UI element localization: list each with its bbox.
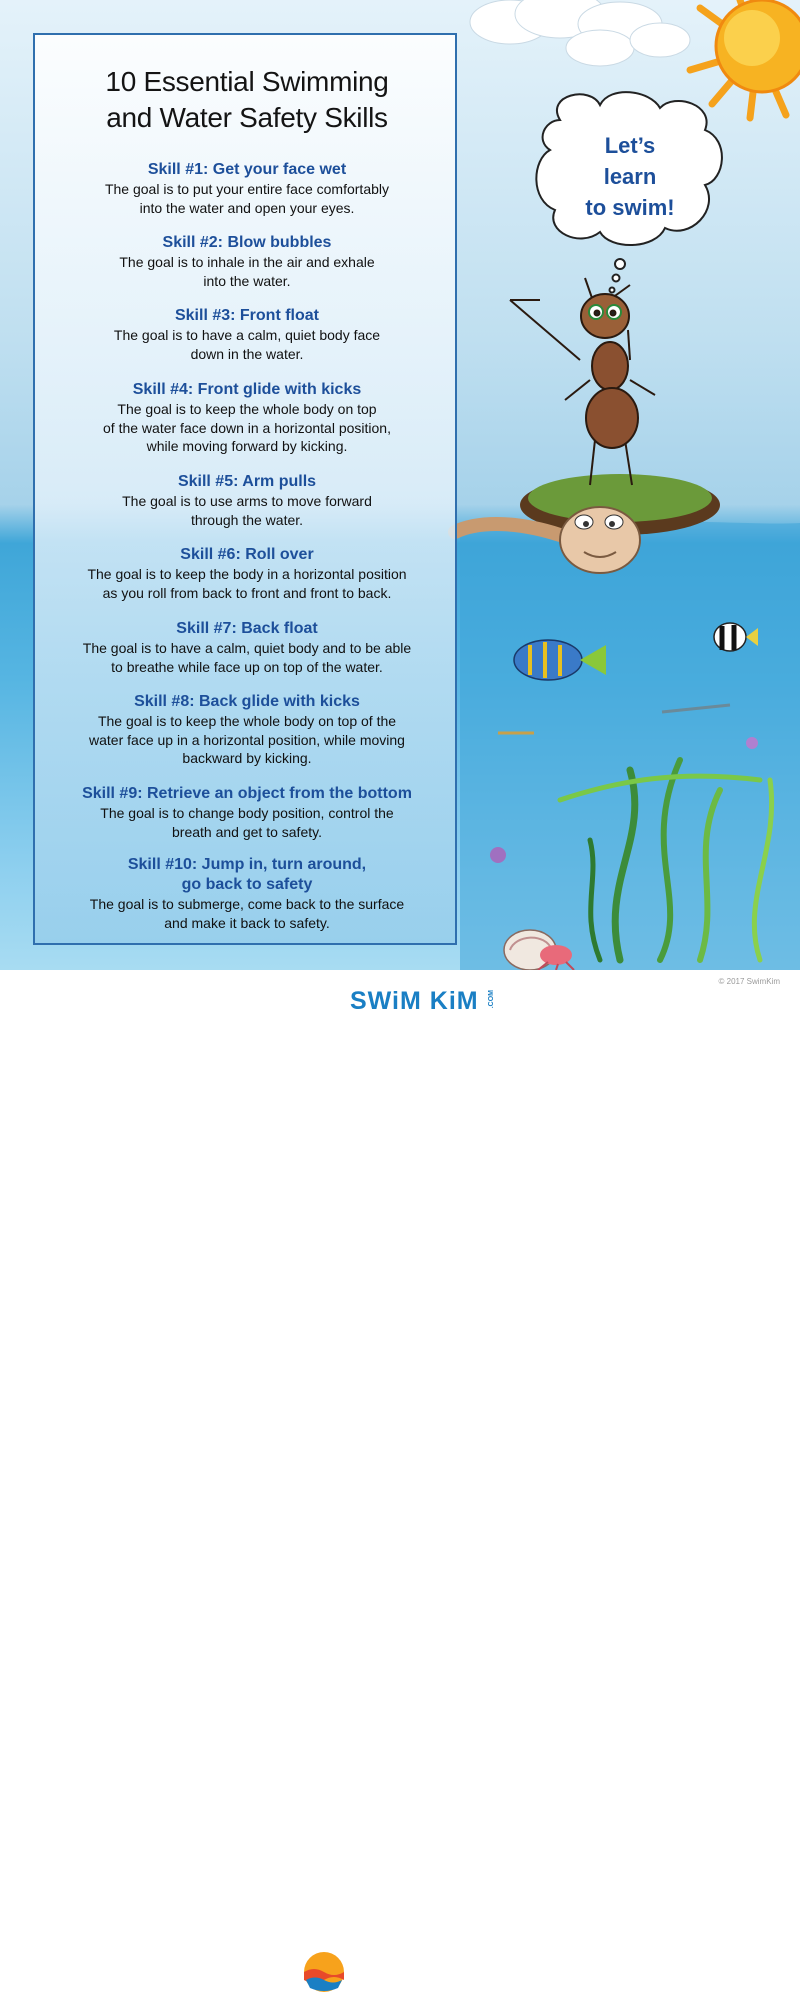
swimkim-logo-icon	[302, 1950, 346, 1994]
poster-title-line-2: and Water Safety Skills	[106, 102, 388, 133]
speech-bubble-line: learn	[603, 164, 657, 189]
skill-item-4	[45, 380, 449, 456]
skill-desc-line: of the water face down in a horizontal position,	[103, 419, 391, 436]
brand-suffix: .COM	[488, 990, 495, 1009]
skill-title: Skill #1: Get your face wet	[147, 161, 347, 178]
skill-desc-line: The goal is to keep the body in a horizontal position	[87, 566, 407, 582]
skill-title: Skill #8: Back glide with kicks	[134, 693, 360, 710]
speech-bubble-text	[560, 130, 700, 223]
skill-desc-line: The goal is to use arms to move forward	[122, 493, 372, 509]
poster-scene	[0, 0, 800, 970]
copyright-text: © 2017 SwimKim	[718, 977, 780, 986]
skill-desc-line: The goal is to change body position, control the	[100, 805, 394, 821]
skill-title: Skill #6: Roll over	[180, 546, 314, 563]
skill-title: Skill #7: Back float	[176, 620, 318, 637]
skill-title: Skill #3: Front float	[174, 307, 319, 324]
skill-item-9	[45, 784, 449, 841]
skill-desc-line: through the water.	[190, 511, 304, 528]
skill-item-2	[45, 233, 449, 290]
speech-bubble-line: Let’s	[604, 133, 656, 158]
skill-title: Skill #4: Front glide with kicks	[132, 381, 362, 398]
ant-character	[510, 278, 655, 485]
skill-desc-line: The goal is to put your entire face comfortably	[104, 181, 390, 197]
skill-item-7	[45, 619, 449, 676]
skill-desc-line: breath and get to safety.	[172, 823, 322, 840]
skill-desc-line: down in the water.	[190, 345, 304, 362]
skill-title: Skill #10: Jump in, turn around,	[127, 856, 367, 873]
skill-item-1	[45, 160, 449, 217]
skill-desc-line: The goal is to inhale in the air and exhale	[119, 254, 375, 270]
skills-panel	[33, 33, 457, 945]
skill-title: Skill #2: Blow bubbles	[162, 234, 332, 251]
skill-desc-line: as you roll from back to front and front to back.	[102, 584, 392, 601]
poster-title-line-1: 10 Essential Swimming	[105, 66, 389, 97]
speech-bubble-line: to swim!	[585, 195, 675, 220]
skill-item-10	[45, 855, 449, 932]
skill-desc-line: The goal is to keep the whole body on top of the	[97, 713, 397, 729]
skill-desc-line: and make it back to safety.	[164, 914, 330, 931]
sun-icon	[690, 0, 800, 118]
skill-desc-line: backward by kicking.	[182, 750, 312, 766]
skill-desc-line: into the water and open your eyes.	[139, 199, 355, 216]
skill-desc-line: into the water.	[203, 272, 291, 289]
skill-item-6	[45, 545, 449, 602]
skill-item-8	[45, 692, 449, 768]
cloud-icon	[470, 0, 690, 66]
skill-desc-line: The goal is to keep the whole body on top	[117, 401, 377, 417]
brand-name: SWiM KiM	[350, 987, 479, 1015]
skill-desc-line: while moving forward by kicking.	[146, 438, 348, 454]
skill-desc-line: The goal is to submerge, come back to the surface	[89, 896, 405, 912]
skill-title: Skill #5: Arm pulls	[177, 473, 317, 490]
skill-desc-line: water face up in a horizontal position, while moving	[89, 731, 405, 748]
skill-desc-line: The goal is to have a calm, quiet body and to be able	[82, 640, 412, 656]
skill-title: go back to safety	[181, 876, 313, 893]
skill-title: Skill #9: Retrieve an object from the bottom	[82, 785, 412, 802]
skill-item-5	[45, 472, 449, 529]
skill-item-3	[45, 306, 449, 363]
skill-desc-line: The goal is to have a calm, quiet body face	[113, 327, 381, 343]
skill-desc-line: to breathe while face up on top of the water.	[111, 658, 383, 675]
